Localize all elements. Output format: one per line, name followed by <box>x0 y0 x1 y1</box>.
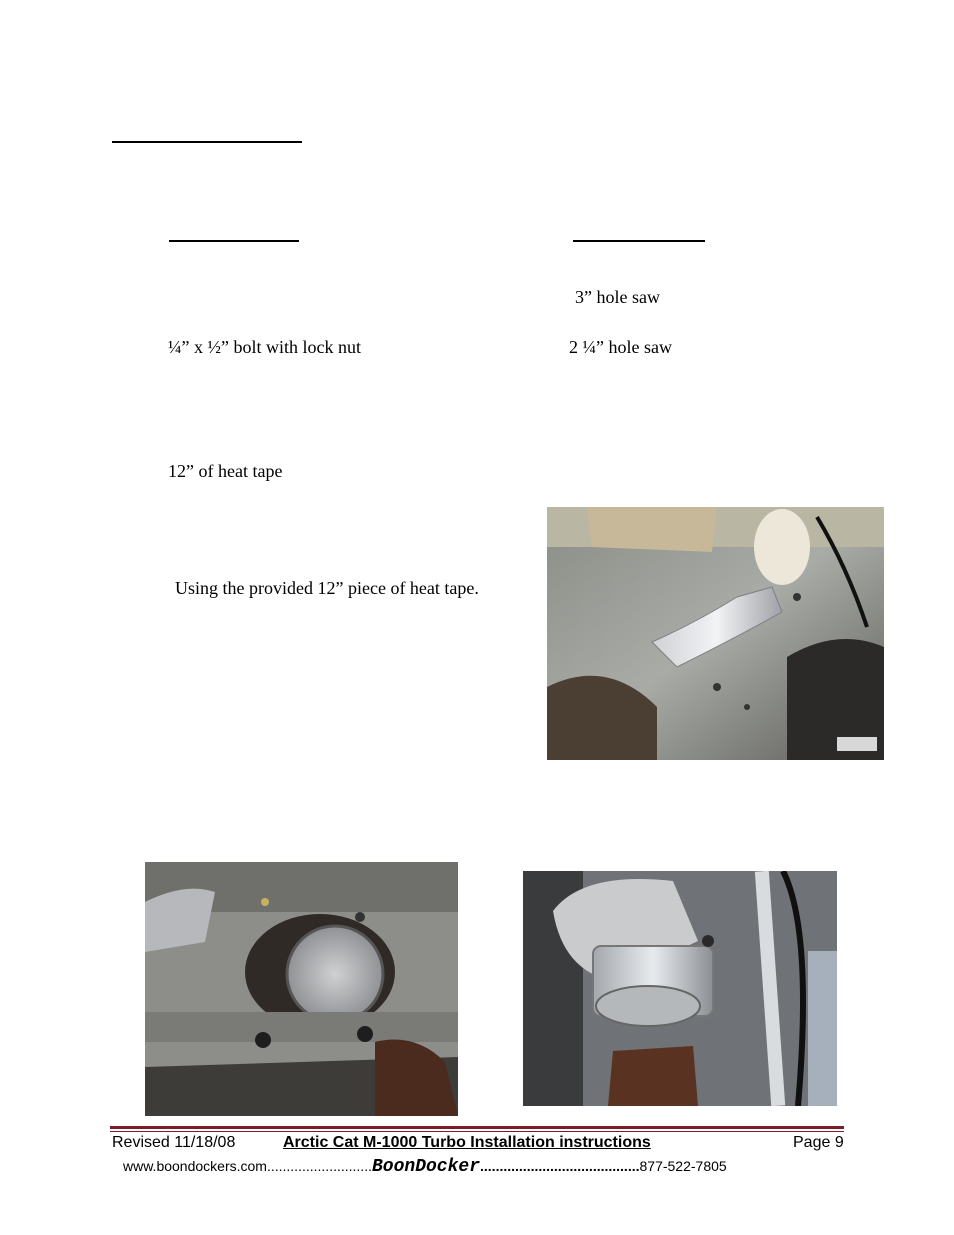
photo-heat-tape-wrap <box>547 507 884 760</box>
instruction-text: Using the provided 12” piece of heat tape. <box>175 578 479 598</box>
footer-rule-thick <box>110 1126 844 1129</box>
photo-turbo-outlet <box>523 871 837 1106</box>
footer-doc-title: Arctic Cat M-1000 Turbo Installation instructions <box>283 1134 651 1151</box>
tools-heading-underline <box>573 240 705 242</box>
section-heading-underline <box>112 141 302 143</box>
tools-item-hole-saw-2-25: 2 ¼” hole saw <box>569 337 672 357</box>
parts-item-bolt: ¼” x ½” bolt with lock nut <box>168 337 361 357</box>
footer-page-number: Page 9 <box>793 1134 844 1151</box>
footer-dots-left: ........................... <box>266 1158 372 1174</box>
footer-brand: BoonDocker <box>371 1157 481 1177</box>
photo-mounting-plate <box>145 862 458 1116</box>
footer-revised: Revised 11/18/08 <box>112 1134 236 1151</box>
footer-phone: 877-522-7805 <box>639 1158 727 1174</box>
tools-item-hole-saw-3: 3” hole saw <box>575 287 660 307</box>
footer-rule-thin <box>110 1131 844 1132</box>
footer-website: www.boondockers.com <box>123 1158 267 1174</box>
parts-heading-underline <box>169 240 299 242</box>
footer-dots-right: ......................................... <box>480 1158 640 1174</box>
parts-item-heat-tape: 12” of heat tape <box>168 461 283 481</box>
footer-contact-line <box>123 1157 727 1177</box>
